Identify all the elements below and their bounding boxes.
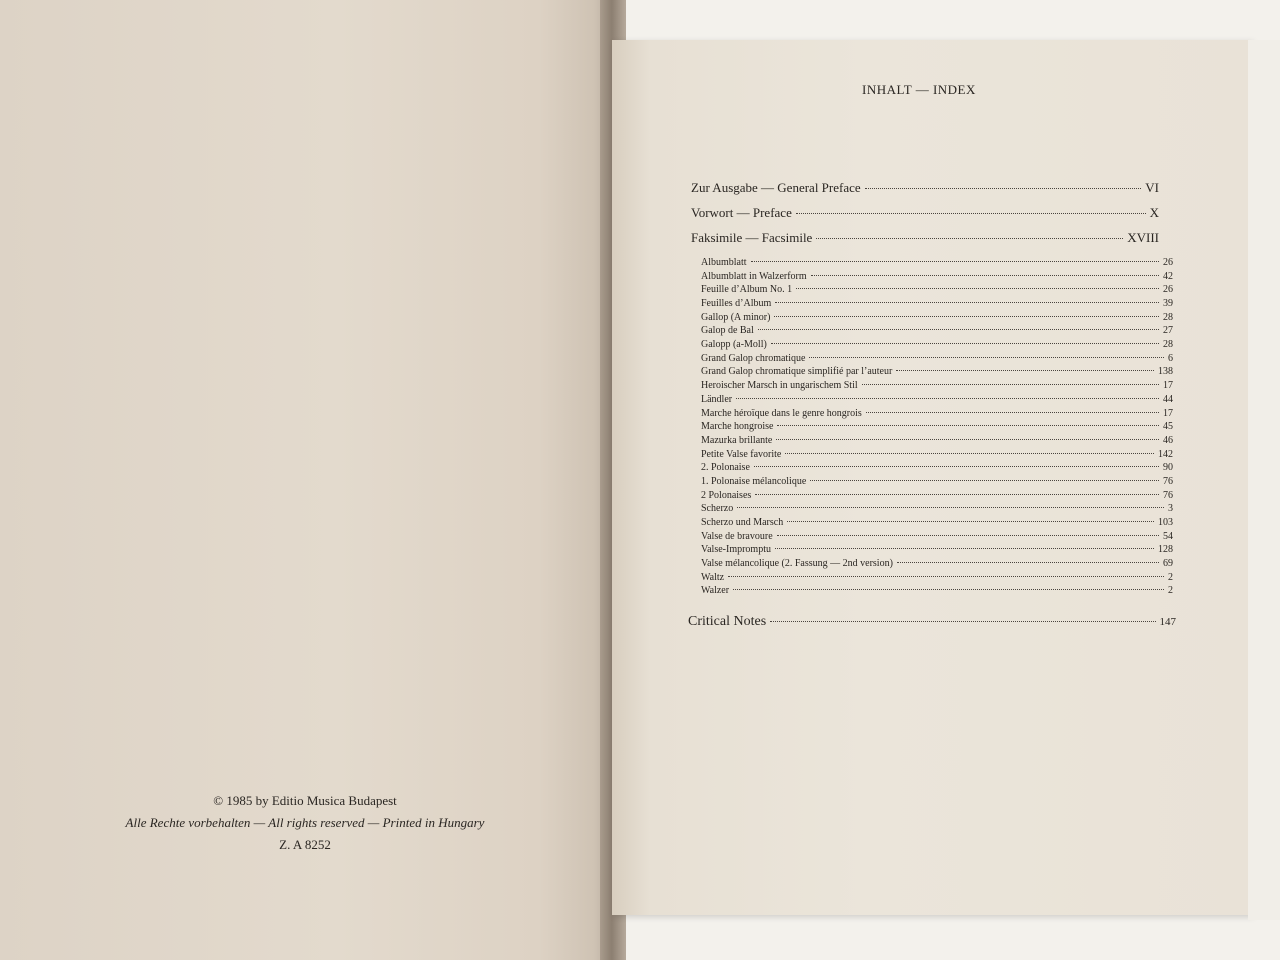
toc-work-entry: [701, 476, 1173, 487]
toc-page: 44: [1163, 393, 1173, 405]
leader-dots: [785, 453, 1154, 454]
leader-dots: [777, 425, 1159, 426]
toc-label: 1. Polonaise mélancolique: [701, 475, 807, 487]
toc-page: 45: [1163, 421, 1173, 433]
leader-dots: [787, 521, 1154, 522]
toc-label: Petite Valse favorite: [701, 448, 782, 460]
toc-label: Ländler: [701, 393, 733, 405]
toc-page: 26: [1163, 257, 1173, 268]
toc-label: Grand Galop chromatique: [701, 352, 806, 364]
toc-work-entry: [701, 312, 1173, 323]
leader-dots: [896, 370, 1154, 371]
toc-page: 17: [1163, 380, 1173, 392]
leader-dots: [770, 621, 1155, 622]
toc-work-entry: [701, 408, 1173, 419]
leader-dots: [758, 329, 1159, 330]
toc-page: 128: [1158, 544, 1173, 556]
toc-label: Galop de Bal: [701, 325, 754, 337]
toc-work-entry: [701, 421, 1173, 432]
toc-label: Zur Ausgabe — General Preface: [691, 180, 861, 195]
toc-label: Grand Galop chromatique simplifié par l’auteur: [701, 366, 893, 378]
toc-page: 103: [1158, 516, 1173, 528]
leader-dots: [865, 188, 1142, 189]
toc-page: 28: [1163, 339, 1173, 351]
leader-dots: [754, 466, 1159, 467]
toc-work-entry: [701, 298, 1173, 309]
toc-label: Marche hongroise: [701, 421, 774, 433]
toc-page: VI: [1145, 180, 1159, 195]
toc-page: 46: [1163, 434, 1173, 446]
toc-label: Faksimile — Facsimile: [691, 230, 813, 245]
table-surface: [1248, 40, 1280, 920]
toc-work-entry: [701, 449, 1173, 460]
toc-label: Valse mélancolique (2. Fassung — 2nd version): [701, 558, 893, 569]
toc-label: Scherzo: [701, 503, 734, 515]
toc-page: 142: [1158, 448, 1173, 460]
toc-page: 138: [1158, 366, 1173, 378]
leader-dots: [775, 302, 1159, 303]
toc-work-entry: [701, 435, 1173, 446]
toc-work-entry: [701, 544, 1173, 555]
toc-work-entry: [701, 284, 1173, 295]
catalog-number: Z. A 8252: [279, 837, 331, 852]
toc-label: Galopp (a-Moll): [701, 339, 767, 351]
toc-major-entry: [691, 230, 1159, 246]
toc-major-entry: [691, 205, 1159, 221]
toc-label: Scherzo und Marsch: [701, 516, 784, 528]
toc-page: 6: [1168, 352, 1173, 364]
toc-work-entry: [701, 325, 1173, 336]
toc-page: 76: [1163, 489, 1173, 501]
leader-dots: [755, 494, 1159, 495]
leader-dots: [774, 316, 1159, 317]
leader-dots: [733, 589, 1164, 590]
index-title: INHALT — INDEX: [862, 82, 976, 97]
toc-label: Valse-Impromptu: [701, 544, 771, 556]
leader-dots: [728, 576, 1164, 577]
leader-dots: [897, 562, 1159, 563]
leader-dots: [777, 535, 1159, 536]
toc-work-entry: [701, 558, 1173, 569]
toc-label: Feuilles d’Album: [701, 298, 772, 309]
toc-work-entry: [701, 257, 1173, 268]
leader-dots: [796, 213, 1146, 214]
toc-page: 90: [1163, 462, 1173, 474]
toc-work-entry: [701, 394, 1173, 405]
toc-label: Vorwort — Preface: [691, 205, 792, 220]
leader-dots: [811, 275, 1159, 276]
toc-label: Albumblatt in Walzerform: [701, 270, 807, 282]
toc-page: 54: [1163, 530, 1173, 542]
toc-page: 27: [1163, 325, 1173, 337]
toc-work-entry: [701, 503, 1173, 514]
toc-label: Gallop (A minor): [701, 311, 771, 323]
leader-dots: [737, 507, 1164, 508]
leader-dots: [775, 548, 1154, 549]
toc-work-entry: [701, 271, 1173, 282]
toc-work-entry: [701, 572, 1173, 583]
toc-work-entry: [701, 353, 1173, 364]
toc-critical-notes: [688, 614, 1176, 630]
toc-label: Walzer: [701, 585, 730, 597]
toc-label: Waltz: [701, 571, 725, 583]
toc-major-entry: [691, 180, 1159, 196]
toc-work-entry: [701, 462, 1173, 473]
leader-dots: [771, 343, 1159, 344]
toc-work-entry: [701, 490, 1173, 501]
toc-page: 26: [1163, 284, 1173, 296]
toc-page: 17: [1163, 407, 1173, 419]
copyright-line: © 1985 by Editio Musica Budapest: [213, 793, 397, 808]
toc-page: 76: [1163, 475, 1173, 487]
toc-work-entry: [701, 531, 1173, 542]
toc-work-entry: [701, 517, 1173, 528]
toc-page: 2: [1168, 571, 1173, 583]
toc-label: Albumblatt: [701, 257, 747, 268]
toc-work-entry: [701, 366, 1173, 377]
toc-label: Heroischer Marsch in ungarischem Stil: [701, 380, 858, 392]
toc-label: Critical Notes: [688, 614, 767, 629]
toc-label: Mazurka brillante: [701, 434, 773, 446]
toc-page: 2: [1168, 585, 1173, 597]
toc-label: Feuille d’Album No. 1: [701, 284, 793, 296]
toc-work-entry: [701, 585, 1173, 596]
toc-page: 3: [1168, 503, 1173, 515]
leader-dots: [810, 480, 1159, 481]
leader-dots: [809, 357, 1164, 358]
rights-line: Alle Rechte vorbehalten — All rights reserved — Printed in Hungary: [125, 815, 485, 830]
toc-page: 42: [1163, 270, 1173, 282]
toc-work-entry: [701, 339, 1173, 350]
copyright-block: [70, 790, 540, 856]
toc-label: Marche héroïque dans le genre hongrois: [701, 407, 862, 419]
toc-page: 39: [1163, 298, 1173, 309]
toc-page: 69: [1163, 558, 1173, 569]
toc-label: 2. Polonaise: [701, 462, 750, 474]
leader-dots: [862, 384, 1159, 385]
leader-dots: [751, 261, 1159, 262]
toc-page: 28: [1163, 311, 1173, 323]
leader-dots: [776, 439, 1159, 440]
toc-label: Valse de bravoure: [701, 530, 773, 542]
toc-page: 147: [1159, 616, 1176, 628]
toc-label: 2 Polonaises: [701, 489, 752, 501]
toc-page: XVIII: [1127, 230, 1159, 245]
leader-dots: [796, 288, 1159, 289]
leader-dots: [866, 412, 1159, 413]
leader-dots: [816, 238, 1123, 239]
leader-dots: [736, 398, 1159, 399]
toc-page: X: [1149, 205, 1159, 220]
toc-work-entry: [701, 380, 1173, 391]
